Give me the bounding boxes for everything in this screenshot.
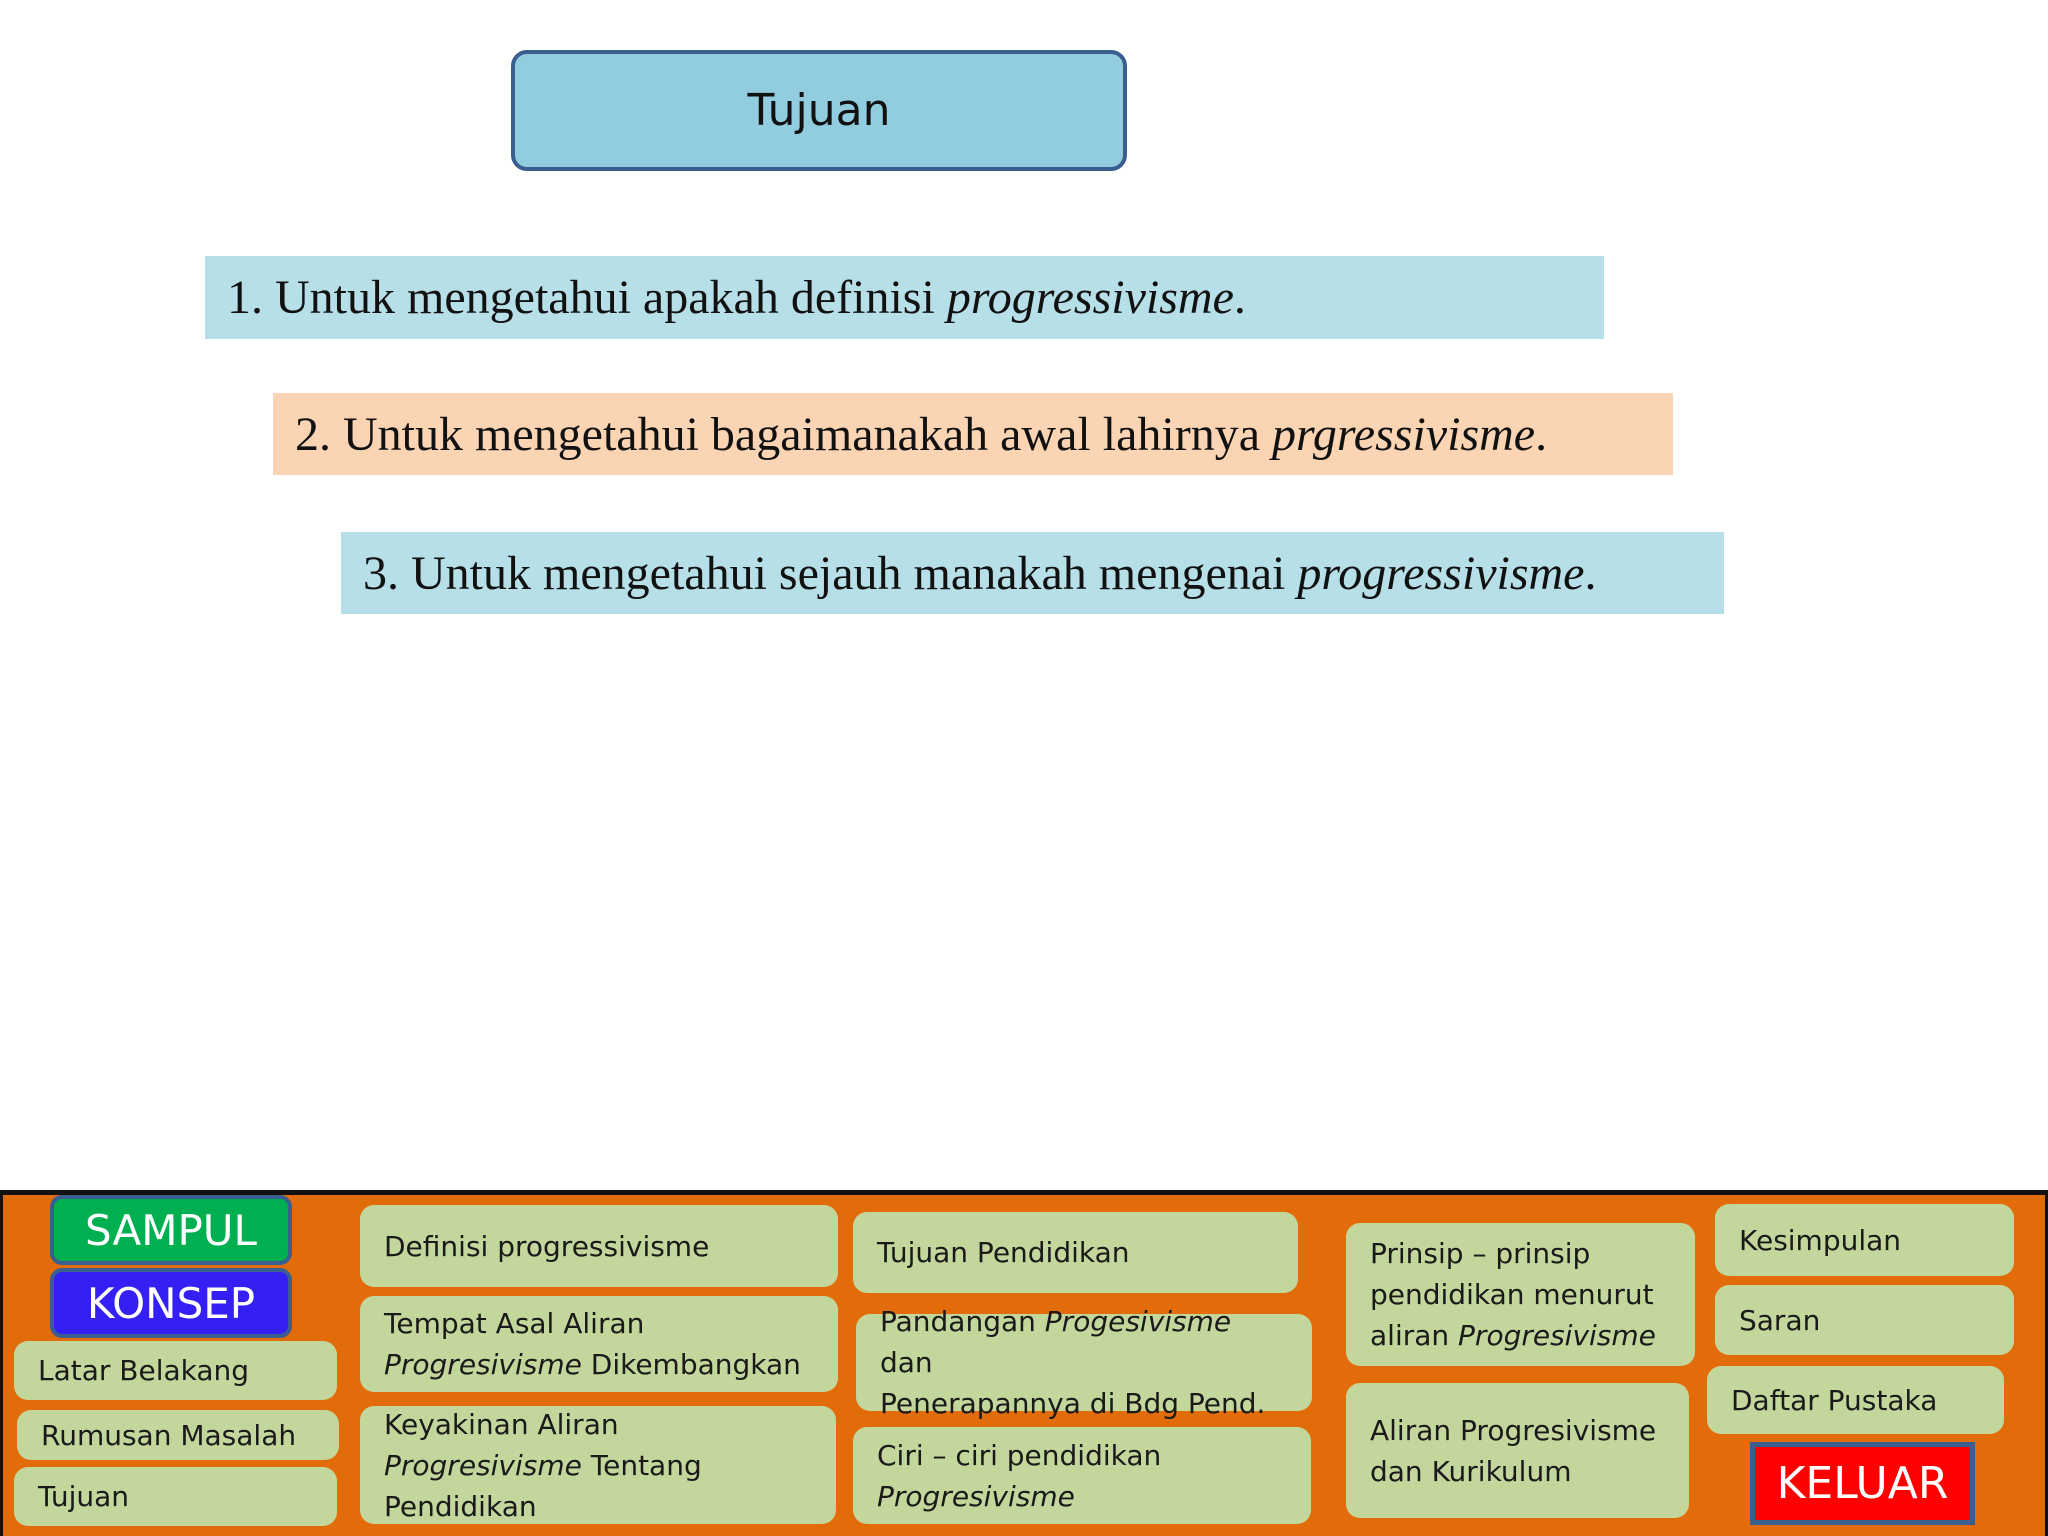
- tujuan-label: Tujuan: [38, 1480, 130, 1513]
- tujuan-pendidikan-label: Tujuan Pendidikan: [877, 1236, 1130, 1269]
- goal-3-italic: progressivisme: [1297, 546, 1585, 600]
- keyakinan-line1: Keyakinan Aliran: [384, 1407, 619, 1441]
- prinsip-line3: aliran: [1370, 1319, 1459, 1352]
- keyakinan-line2: Tentang: [581, 1448, 702, 1482]
- rumusan-masalah-label: Rumusan Masalah: [41, 1418, 297, 1452]
- daftar-pustaka-label: Daftar Pustaka: [1731, 1383, 1938, 1417]
- goal-item-3: [341, 532, 1724, 614]
- prinsip-button[interactable]: [1346, 1223, 1695, 1366]
- pandangan-italic: Progesivisme: [1044, 1305, 1232, 1338]
- goal-3-end: .: [1584, 546, 1597, 600]
- daftar-pustaka-button[interactable]: [1707, 1366, 2004, 1434]
- slide-title: Tujuan: [511, 50, 1127, 171]
- pandangan-line1a: Pandangan: [880, 1305, 1045, 1338]
- prinsip-line1: Prinsip – prinsip: [1370, 1237, 1591, 1270]
- aliran-kurikulum-button[interactable]: [1346, 1383, 1689, 1518]
- goal-2-end: .: [1535, 407, 1548, 461]
- latar-belakang-label: Latar Belakang: [38, 1354, 250, 1387]
- goal-1-end: .: [1233, 271, 1246, 324]
- ciri-line1: Ciri – ciri pendidikan: [877, 1438, 1162, 1472]
- saran-button[interactable]: [1715, 1285, 2014, 1355]
- kesimpulan-button[interactable]: [1715, 1204, 2014, 1276]
- goal-2-text: 2. Untuk mengetahui bagaimanakah awal lahirnya: [295, 407, 1260, 461]
- goal-1-italic: progressivisme: [946, 271, 1234, 324]
- aliran-line2: dan Kurikulum: [1370, 1454, 1572, 1488]
- tempat-asal-line1: Tempat Asal Aliran: [384, 1307, 645, 1340]
- saran-label: Saran: [1739, 1303, 1821, 1337]
- goal-3-text: 3. Untuk mengetahui sejauh manakah mengenai: [363, 546, 1286, 600]
- pandangan-line2: Penerapannya di Bdg Pend.: [880, 1387, 1266, 1420]
- rumusan-masalah-button[interactable]: [17, 1410, 339, 1460]
- goal-item-2: [273, 393, 1673, 475]
- konsep-button[interactable]: KONSEP: [50, 1268, 292, 1338]
- definisi-label: Definisi progressivisme: [384, 1229, 710, 1263]
- definisi-button[interactable]: [360, 1205, 838, 1287]
- keluar-button[interactable]: KELUAR: [1750, 1442, 1975, 1525]
- tempat-asal-italic: Progresivisme: [384, 1348, 582, 1381]
- tujuan-button[interactable]: [14, 1467, 337, 1526]
- sampul-button[interactable]: SAMPUL: [50, 1195, 292, 1265]
- goal-item-1: [205, 256, 1604, 339]
- pandangan-line1b: dan: [880, 1346, 933, 1379]
- prinsip-italic: Progresivisme: [1458, 1319, 1656, 1352]
- ciri-italic: Progresivisme: [877, 1479, 1075, 1513]
- kesimpulan-label: Kesimpulan: [1739, 1223, 1902, 1257]
- pandangan-button[interactable]: [856, 1305, 1312, 1420]
- latar-belakang-button[interactable]: [14, 1341, 337, 1400]
- aliran-line1: Aliran Progresivisme: [1370, 1413, 1657, 1447]
- tempat-asal-button[interactable]: [360, 1296, 838, 1392]
- keyakinan-aliran-button[interactable]: [360, 1406, 836, 1524]
- prinsip-line2: pendidikan menurut: [1370, 1278, 1654, 1311]
- tujuan-pendidikan-button[interactable]: [853, 1212, 1298, 1293]
- goal-1-text: 1. Untuk mengetahui apakah definisi: [227, 271, 935, 324]
- keyakinan-italic: Progresivisme: [384, 1448, 582, 1482]
- keyakinan-line3: Pendidikan: [384, 1489, 537, 1523]
- goal-2-italic: prgressivisme: [1272, 407, 1536, 461]
- tempat-asal-line2: Dikembangkan: [581, 1348, 801, 1381]
- ciri-ciri-button[interactable]: [853, 1427, 1311, 1524]
